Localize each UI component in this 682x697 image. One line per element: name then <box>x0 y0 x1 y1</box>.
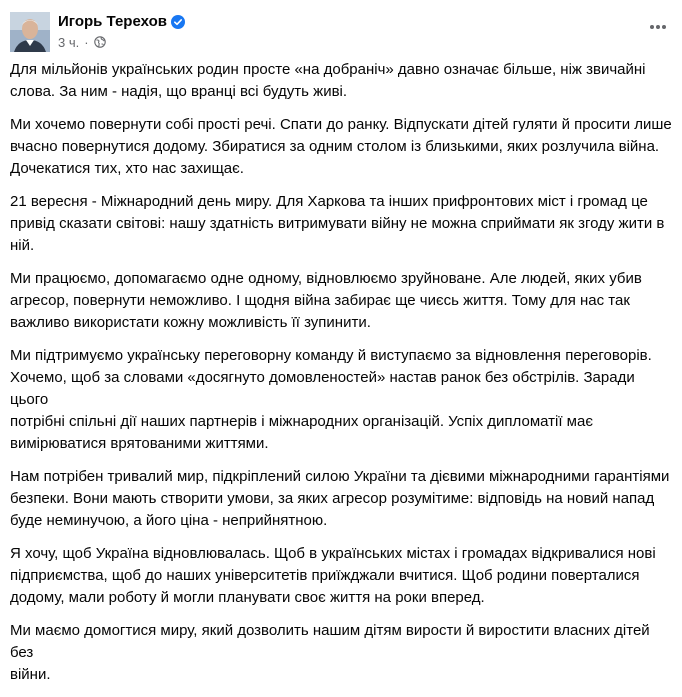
globe-icon[interactable] <box>94 36 106 48</box>
post-paragraph: 21 вересня - Міжнародний день миру. Для Харкова та інших прифронтових міст і громад це привід сказати світові: нашу здатність витримувати війну не можна сприймати як згоду жити в ній. <box>10 193 665 254</box>
post-paragraph: Ми працюємо, допомагаємо одне одному, відновлюємо зруйноване. Але людей, яких убив агресор, повернути неможливо. І щодня війна забирає ще чиєсь життя. Тому для нас так важливо використати кожну можливість її зупинити. <box>10 270 642 331</box>
post-paragraph: Я хочу, щоб Україна відновлювалась. Щоб в українських містах і громадах відкривалися нові підприємства, щоб до наших університетів приїжджали вчитися. Щоб родини поверталися додому, мали роботу й могли планувати своє життя на роки вперед. <box>10 545 656 606</box>
author-avatar[interactable] <box>10 12 50 52</box>
more-dots-icon <box>649 24 667 30</box>
post-paragraph: Ми маємо домогтися миру, який дозволить нашим дітям вирости й виростити власних дітей без війни. <box>10 622 650 683</box>
post-paragraph: Для мільйонів українських родин просте «на добраніч» давно означає більше, ніж звичайні слова. За ним - надія, що вранці всі будуть живі. <box>10 61 646 100</box>
author-block <box>58 12 185 50</box>
author-name[interactable]: Игорь Терехов <box>58 13 167 30</box>
post-meta <box>58 34 185 50</box>
meta-separator: · <box>84 34 89 50</box>
post-paragraph: Ми підтримуємо українську переговорну команду й виступаємо за відновлення переговорів. Хочемо, щоб за словами «досягнуто домовленостей» настав ранок без обстрілів. Заради цього потрібні спільні дії наших партнерів і міжнародних організацій. Успіх дипломатії має вимірюватися врятованими життями. <box>10 347 652 452</box>
avatar-photo <box>10 12 50 52</box>
more-options-button[interactable] <box>646 15 670 39</box>
post-paragraph: Ми хочемо повернути собі прості речі. Спати до ранку. Відпускати дітей гуляти й просити лише вчасно повернутися додому. Збиратися за одним столом із близькими, яких розлучила війна. Дочекатися тих, хто нас захищає. <box>10 116 672 177</box>
post-text <box>10 59 674 697</box>
author-row <box>58 12 185 32</box>
post-paragraph: Нам потрібен тривалий мир, підкріплений силою України та дієвими міжнародними гарантіями безпеки. Вони мають створити умови, за яких агресор розумітиме: відповідь на новий напад буде неминучою, а його ціна - неприйнятною. <box>10 468 670 529</box>
post-timestamp[interactable]: 3 ч. <box>58 34 80 50</box>
post-header <box>10 9 672 57</box>
verified-badge-icon <box>171 15 185 29</box>
